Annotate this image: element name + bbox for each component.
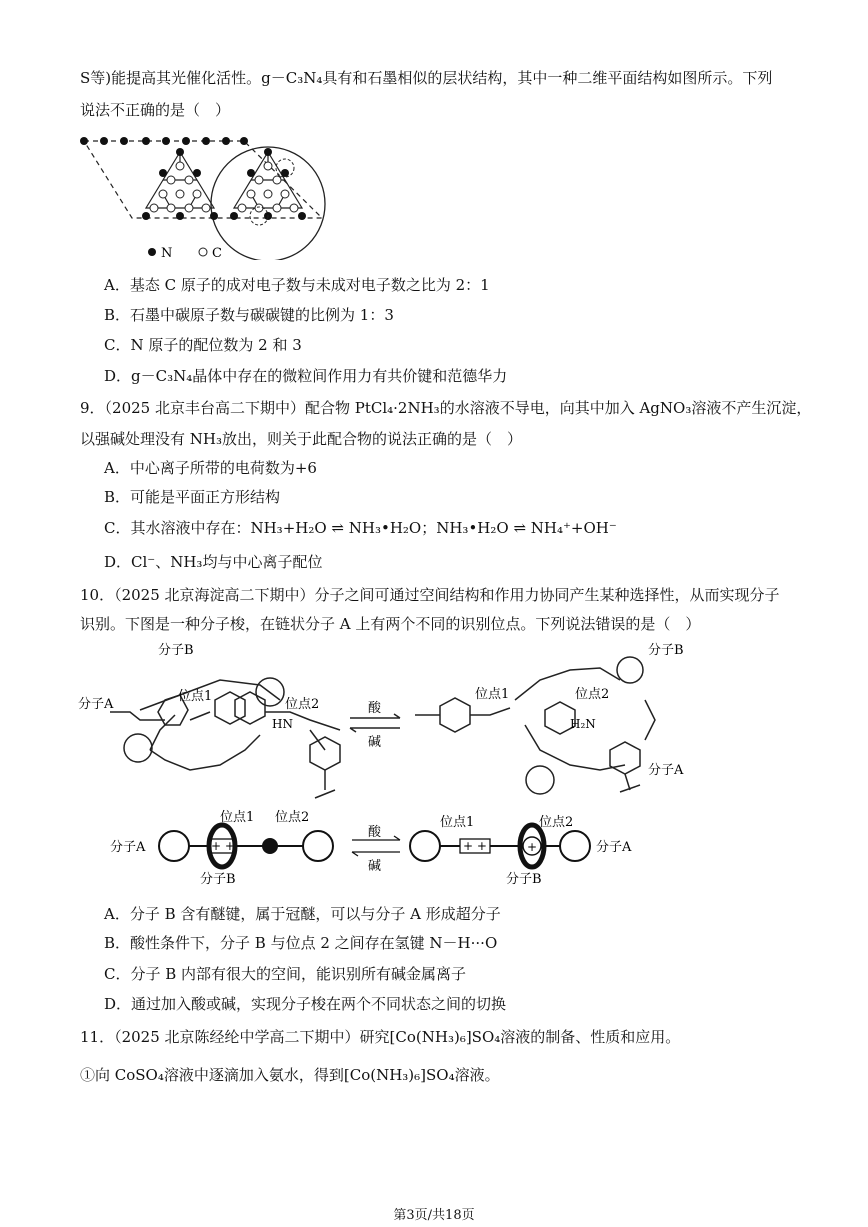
bottom-right-mol-b-label: 分子B xyxy=(506,872,542,887)
bottom-right-site1-label: 位点1 xyxy=(440,815,475,830)
bottom-left-site2-label: 位点2 xyxy=(275,810,310,825)
q8-option-c: C．N 原子的配位数为 2 和 3 xyxy=(104,336,302,354)
svg-text:+ +: + + xyxy=(211,839,235,853)
q8-stem-line1: S等)能提高其光催化活性。g－C₃N₄具有和石墨相似的层状结构，其中一种二维平面结构如图所示。下列 xyxy=(80,69,773,87)
legend-n-label: N xyxy=(161,246,173,260)
bottom-left-site1-label: 位点1 xyxy=(220,810,255,825)
top-left-hn-label: HN xyxy=(272,717,293,731)
top-right-h2n-label: H₂N xyxy=(570,717,596,731)
q9-stem-line2: 以强碱处理没有 NH₃放出，则关于此配合物的说法正确的是（ ） xyxy=(80,430,522,448)
g-c3n4-structure-figure xyxy=(76,130,336,260)
q11-stem-line2: ①向 CoSO₄溶液中逐滴加入氨水，得到[Co(NH₃)₆]SO₄溶液。 xyxy=(80,1066,500,1084)
bottom-left-mol-a-label: 分子A xyxy=(110,840,146,855)
q8-option-b: B．石墨中碳原子数与碳碳键的比例为 1：3 xyxy=(104,306,394,324)
q9-option-d: D．Cl⁻、NH₃均与中心离子配位 xyxy=(104,553,323,571)
bottom-right-mol-a-label: 分子A xyxy=(596,840,632,855)
top-left-site2-label: 位点2 xyxy=(285,697,320,712)
top-base-label: 碱 xyxy=(368,735,382,750)
bottom-acid-label: 酸 xyxy=(368,825,382,840)
top-acid-label: 酸 xyxy=(368,701,382,716)
svg-text:+ +: + + xyxy=(463,839,487,853)
q10-option-b: B．酸性条件下，分子 B 与位点 2 之间存在氢键 N－H···O xyxy=(104,934,498,952)
q9-stem-line1: 9．（2025 北京丰台高二下期中）配合物 PtCl₄·2NH₃的水溶液不导电，向其中加入 AgNO₃溶液不产生沉淀， xyxy=(80,399,812,417)
q10-stem-line1: 10．（2025 北京海淀高二下期中）分子之间可通过空间结构和作用力协同产生某种选择性，从而实现分子 xyxy=(80,586,780,604)
q8-stem-line2: 说法不正确的是（ ） xyxy=(80,101,231,119)
q10-option-d: D．通过加入酸或碱，实现分子梭在两个不同状态之间的切换 xyxy=(104,995,507,1013)
q9-option-a: A．中心离子所带的电荷数为+6 xyxy=(104,459,317,477)
top-right-mol-b-label: 分子B xyxy=(648,643,684,658)
top-left-site1-label: 位点1 xyxy=(178,689,213,704)
q10-stem-line2: 识别。下图是一种分子梭，在链状分子 A 上有两个不同的识别位点。下列说法错误的是（ ） xyxy=(80,615,701,633)
q9-option-b: B．可能是平面正方形结构 xyxy=(104,488,281,506)
nitrogen-legend-icon xyxy=(148,248,156,256)
top-left-mol-a-label: 分子A xyxy=(78,697,114,712)
q10-option-c: C．分子 B 内部有很大的空间，能识别所有碱金属离子 xyxy=(104,965,467,983)
q8-option-a: A．基态 C 原子的成对电子数与未成对电子数之比为 2：1 xyxy=(104,276,490,294)
q8-option-d: D．g－C₃N₄晶体中存在的微粒间作用力有共价键和范德华力 xyxy=(104,367,508,385)
svg-text:+: + xyxy=(527,840,538,854)
bottom-base-label: 碱 xyxy=(368,859,382,874)
q9-option-c: C．其水溶液中存在：NH₃+H₂O ⇌ NH₃•H₂O；NH₃•H₂O ⇌ NH₄⁺+OH⁻ xyxy=(104,519,617,537)
top-right-mol-a-label: 分子A xyxy=(648,763,684,778)
page-footer: 第3页/共18页 xyxy=(393,1208,475,1223)
legend-c-label: C xyxy=(212,246,222,260)
q11-stem-line1: 11．（2025 北京陈经纶中学高二下期中）研究[Co(NH₃)₆]SO₄溶液的制备、性质和应用。 xyxy=(80,1028,681,1046)
q10-option-a: A．分子 B 含有醚键，属于冠醚，可以与分子 A 形成超分子 xyxy=(104,905,501,923)
top-left-mol-b-label: 分子B xyxy=(158,643,194,658)
bottom-left-mol-b-label: 分子B xyxy=(200,872,236,887)
molecular-shuttle-figure xyxy=(70,640,800,895)
bottom-right-site2-label: 位点2 xyxy=(539,815,574,830)
carbon-legend-icon xyxy=(199,248,207,256)
top-right-site2-label: 位点2 xyxy=(575,687,610,702)
top-right-site1-label: 位点1 xyxy=(475,687,510,702)
